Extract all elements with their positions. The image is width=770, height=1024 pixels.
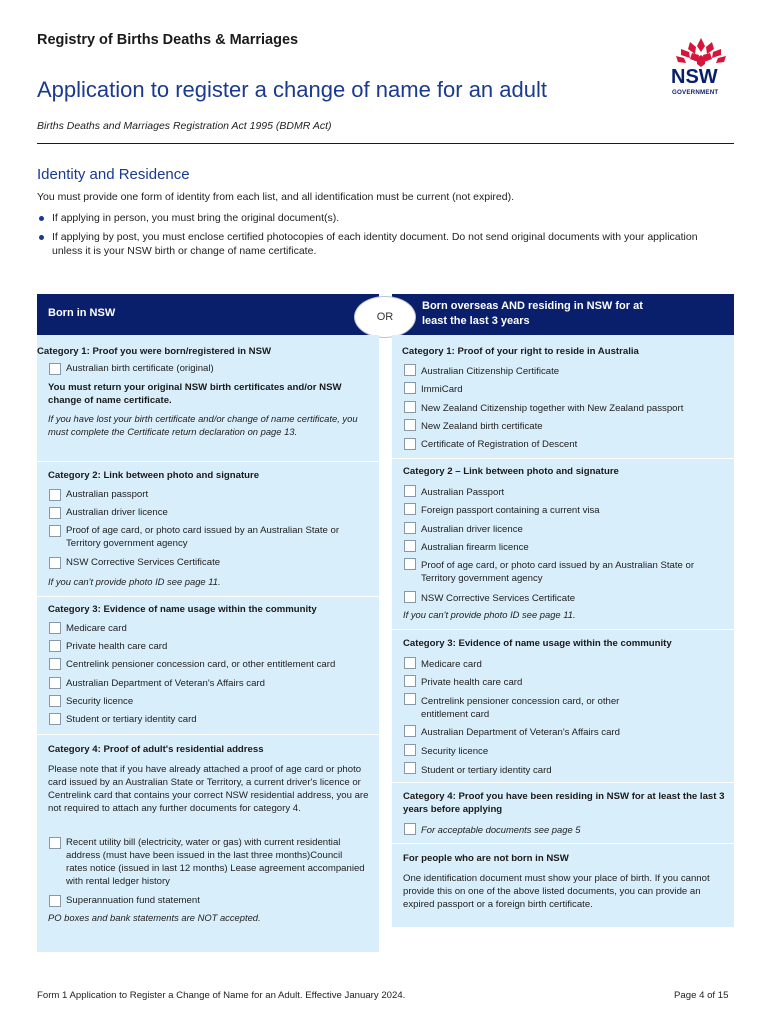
right-cat2-item: Australian Passport	[421, 487, 505, 498]
checkbox[interactable]	[404, 485, 416, 497]
checkbox[interactable]	[49, 895, 61, 907]
left-cat1-item: Australian birth certificate (original)	[66, 363, 214, 374]
checkbox[interactable]	[404, 503, 416, 515]
page-number: Page 4 of 15	[674, 990, 729, 1001]
checkbox[interactable]	[404, 823, 416, 835]
checkbox[interactable]	[49, 622, 61, 634]
checkbox[interactable]	[49, 525, 61, 537]
left-cat4-body: Please note that if you have already attached a proof of age card or photo card issued by an Australian State or Territory, a current driver's licence or Centrelink card that contains your correct NSW residential address, you are not required to attach any further documents for category 4.	[48, 764, 369, 814]
left-cat3-item: Private health care card	[66, 641, 168, 652]
checkbox[interactable]	[49, 640, 61, 652]
left-cat2-note: If you can't provide photo ID see page 11.	[48, 576, 221, 587]
checkbox[interactable]	[49, 695, 61, 707]
checkbox[interactable]	[404, 657, 416, 669]
instruction-item: If applying in person, you must bring the original document(s).	[37, 211, 727, 225]
left-cat4-title: Category 4: Proof of adult's residential address	[48, 744, 264, 755]
checkbox[interactable]	[404, 762, 416, 774]
right-cat3-item: Centrelink pensioner concession card, or other entitlement card	[421, 696, 620, 720]
left-cat4-note: PO boxes and bank statements are NOT accepted.	[48, 912, 261, 923]
checkbox[interactable]	[404, 558, 416, 570]
right-cat3-title: Category 3: Evidence of name usage within the community	[403, 638, 672, 649]
divider	[37, 596, 379, 597]
divider	[392, 629, 734, 630]
left-cat2-title: Category 2: Link between photo and signature	[48, 470, 260, 481]
nsw-government-logo	[668, 36, 734, 98]
right-cat2-item: Foreign passport containing a current visa	[421, 505, 600, 516]
checkbox[interactable]	[404, 744, 416, 756]
checkbox[interactable]	[404, 591, 416, 603]
instruction-list	[37, 211, 727, 263]
not-born-title: For people who are not born in NSW	[403, 853, 569, 864]
checkbox[interactable]	[404, 540, 416, 552]
checkbox[interactable]	[404, 382, 416, 394]
checkbox[interactable]	[404, 522, 416, 534]
right-cat1-item: Australian Citizenship Certificate	[421, 366, 560, 377]
divider	[392, 782, 734, 783]
act-reference: Births Deaths and Marriages Registration Act 1995 (BDMR Act)	[37, 120, 332, 132]
right-cat1-item: New Zealand birth certificate	[421, 421, 543, 432]
born-overseas-header: Born overseas AND residing in NSW for at least the last 3 years	[392, 294, 734, 335]
checkbox[interactable]	[49, 363, 61, 375]
checkbox[interactable]	[404, 401, 416, 413]
instruction-item: If applying by post, you must enclose certified photocopies of each identity document. Do not send original documents with your application unless it is your NSW birth or change of name certificate.	[37, 230, 727, 258]
divider	[392, 843, 734, 844]
waratah-icon	[668, 36, 734, 70]
divider	[37, 734, 379, 735]
right-cat2-item: Australian driver licence	[421, 524, 523, 535]
right-cat2-note: If you can't provide photo ID see page 11.	[403, 609, 576, 620]
checkbox[interactable]	[49, 658, 61, 670]
left-cat2-item: Proof of age card, or photo card issued by an Australian State or Territory government agency	[66, 525, 340, 549]
right-cat1-item: ImmiCard	[421, 384, 463, 395]
section-title: Identity and Residence	[37, 166, 190, 183]
right-cat2-item: Australian firearm licence	[421, 542, 529, 553]
right-cat3-item: Security licence	[421, 746, 489, 757]
checkbox[interactable]	[49, 837, 61, 849]
checkbox[interactable]	[404, 675, 416, 687]
right-cat3-item: Medicare card	[421, 659, 482, 670]
born-in-nsw-panel	[37, 335, 379, 952]
left-cat1-note-bold: You must return your original NSW birth certificates and/or NSW change of name certificate.	[48, 382, 342, 406]
left-cat3-item: Medicare card	[66, 623, 127, 634]
checkbox[interactable]	[49, 713, 61, 725]
right-cat1-item: New Zealand Citizenship together with New Zealand passport	[421, 403, 684, 414]
not-born-body: One identification document must show your place of birth. If you cannot provide this on one of the above listed documents, you can provide an expired passport or a foreign birth certificate.	[403, 873, 710, 910]
logo-text: NSW	[671, 66, 718, 88]
checkbox[interactable]	[404, 725, 416, 737]
left-cat3-item: Security licence	[66, 696, 134, 707]
left-cat3-item: Australian Department of Veteran's Affairs card	[66, 678, 265, 689]
right-cat3-item: Private health care card	[421, 677, 523, 688]
right-cat1-title: Category 1: Proof of your right to reside in Australia	[402, 346, 639, 357]
born-in-nsw-header: Born in NSW	[37, 294, 379, 335]
checkbox[interactable]	[404, 419, 416, 431]
section-intro: You must provide one form of identity from each list, and all identification must be current (not expired).	[37, 191, 515, 203]
left-cat3-item: Centrelink pensioner concession card, or other entitlement card	[66, 659, 336, 670]
left-cat1-note: If you have lost your birth certificate and/or change of name certificate, you must complete the Certificate return declaration on page 13.	[48, 413, 358, 437]
left-cat2-item: Australian passport	[66, 489, 149, 500]
checkbox[interactable]	[49, 557, 61, 569]
right-cat2-title: Category 2 – Link between photo and signature	[403, 466, 619, 477]
checkbox[interactable]	[49, 677, 61, 689]
divider	[392, 458, 734, 459]
header-divider	[37, 143, 734, 144]
left-cat3-item: Student or tertiary identity card	[66, 714, 197, 725]
right-cat3-item: Australian Department of Veteran's Affairs card	[421, 727, 620, 738]
page-title: Application to register a change of name for an adult	[37, 77, 547, 102]
right-cat2-item: Proof of age card, or photo card issued by an Australian State or Territory government agency	[421, 560, 695, 584]
left-cat1-title: Category 1: Proof you were born/registered in NSW	[37, 346, 272, 357]
checkbox[interactable]	[49, 489, 61, 501]
checkbox[interactable]	[404, 438, 416, 450]
registry-name: Registry of Births Deaths & Marriages	[37, 32, 299, 48]
checkbox[interactable]	[404, 364, 416, 376]
checkbox[interactable]	[404, 693, 416, 705]
left-cat2-item: Australian driver licence	[66, 507, 168, 518]
or-divider: OR	[354, 296, 416, 338]
left-cat4-item: Recent utility bill (electricity, water or gas) with current residential address (must have been issued in the last three months)Council rates notice (issued in last 12 months) Lease agreement accompanied with rental ledger history	[66, 837, 365, 887]
checkbox[interactable]	[49, 507, 61, 519]
right-cat3-item: Student or tertiary identity card	[421, 765, 552, 776]
divider	[37, 461, 379, 462]
left-cat3-title: Category 3: Evidence of name usage within the community	[48, 604, 317, 615]
logo-subtext: GOVERNMENT	[672, 89, 719, 96]
born-overseas-panel	[392, 335, 734, 927]
right-cat4-title: Category 4: Proof you have been residing in NSW for at least the last 3 years before applying	[403, 791, 725, 815]
left-cat4-item: Superannuation fund statement	[66, 895, 200, 906]
right-cat4-item: For acceptable documents see page 5	[421, 824, 581, 835]
footer-form-name: Form 1 Application to Register a Change of Name for an Adult. Effective January 2024.	[37, 990, 406, 1001]
right-cat2-item: NSW Corrective Services Certificate	[421, 593, 576, 604]
left-cat2-item: NSW Corrective Services Certificate	[66, 557, 221, 568]
right-cat1-item: Certificate of Registration of Descent	[421, 439, 578, 450]
